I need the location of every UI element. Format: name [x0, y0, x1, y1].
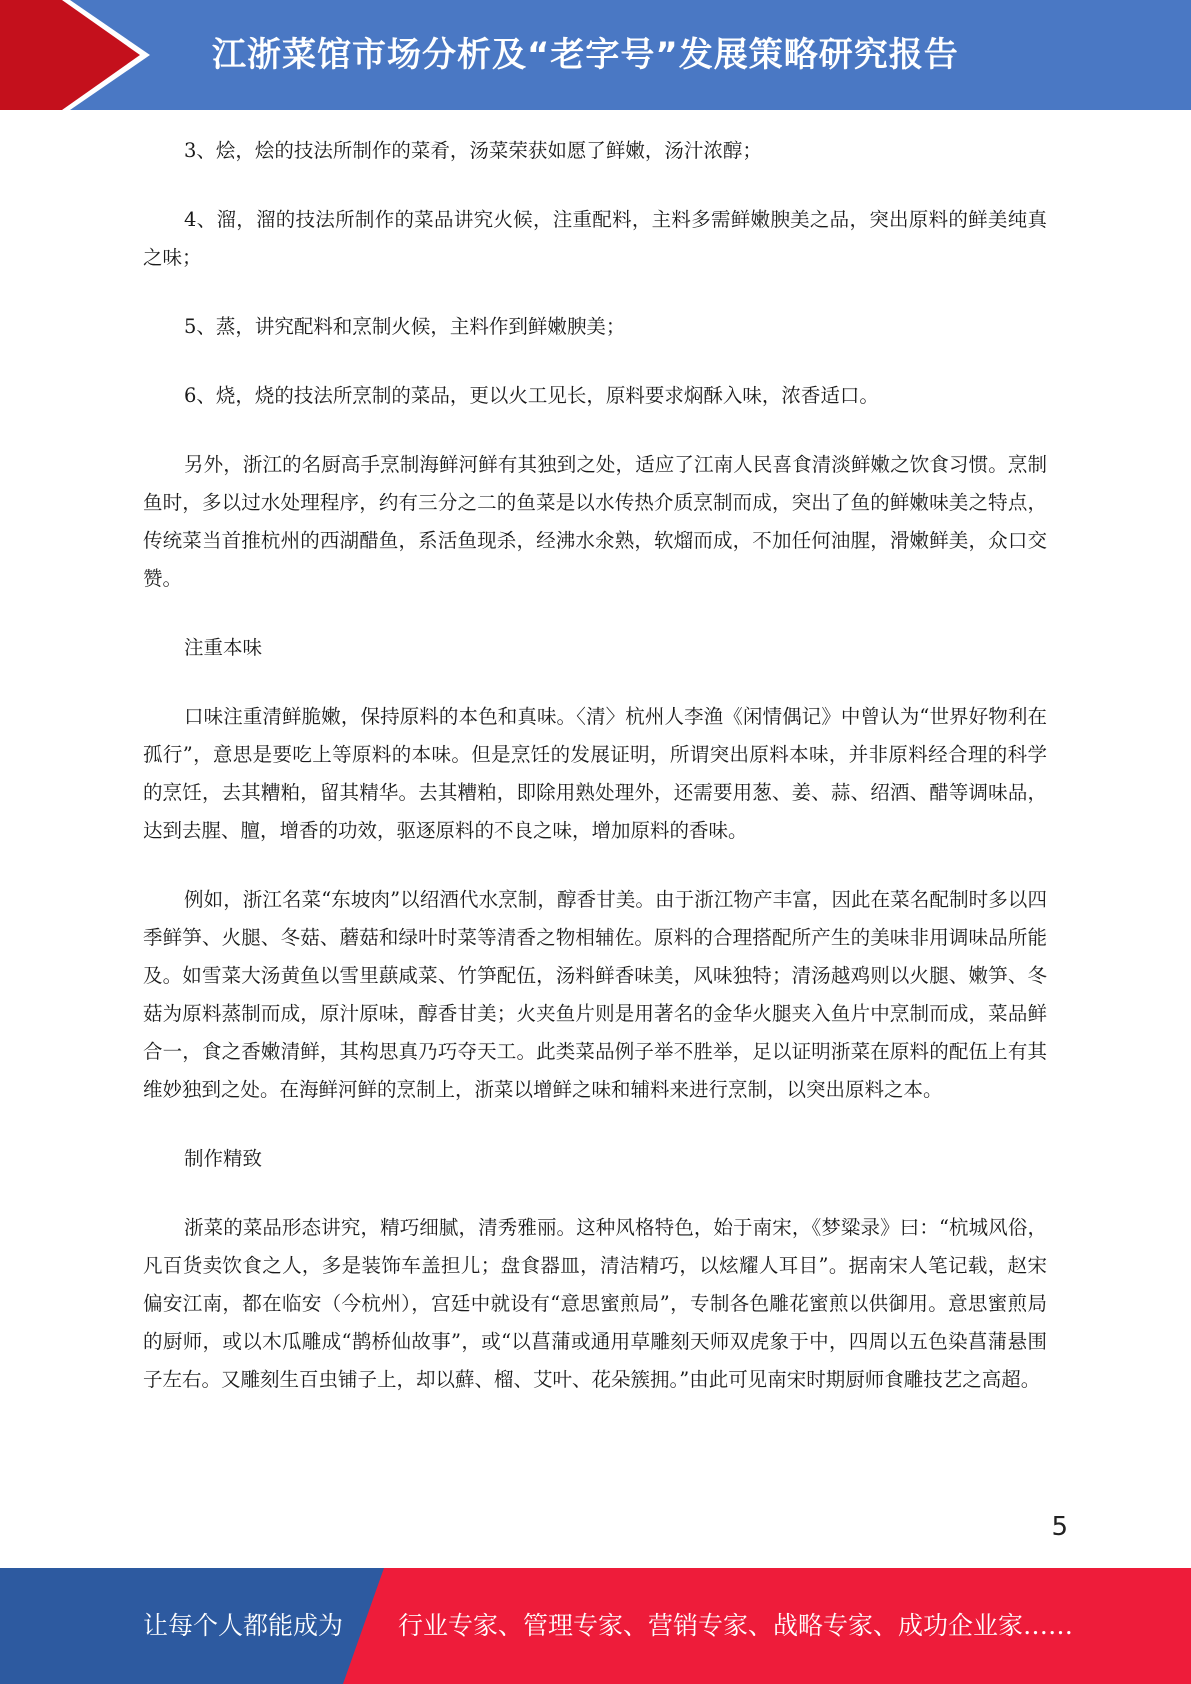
paragraph-original-flavor: 口味注重清鲜脆嫩，保持原料的本色和真味。〈清〉杭州人李渔《闲情偶记》中曾认为“世界好物利在孤行”，意思是要吃上等原料的本味。但是烹饪的发展证明，所谓突出原料本味，并非原料经合理的科学的烹饪，去其糟粕，留其精华。去其糟粕，即除用熟处理外，还需要用葱、姜、蒜、绍酒、醋等调味品，达到去腥、膻，增香的功效，驱逐原料的不良之味，增加原料的香味。	[143, 705, 1047, 842]
paragraph-steaming: 5、蒸，讲究配料和烹制火候，主料作到鲜嫩腴美；	[184, 315, 626, 338]
footer-slogan-right: 行业专家、管理专家、营销专家、战略专家、成功企业家……	[398, 1611, 1074, 1640]
section-heading-original-flavor: 注重本味	[184, 636, 263, 659]
header-banner	[0, 0, 1191, 110]
paragraph-stewing: 6、烧，烧的技法所烹制的菜品，更以火工见长，原料要求焖酥入味，浓香适口。	[184, 384, 879, 407]
paragraph-examples: 例如，浙江名菜“东坡肉”以绍酒代水烹制，醇香甘美。由于浙江物产丰富，因此在菜名配制时多以四季鲜笋、火腿、冬菇、蘑菇和绿叶时菜等清香之物相辅佐。原料的合理搭配所产生的美味非用调味品所能及。如雪菜大汤黄鱼以雪里蕻咸菜、竹笋配伍，汤料鲜香味美，风味独特；清汤越鸡则以火腿、嫩笋、冬菇为原料蒸制而成，原汁原味，醇香甘美；火夹鱼片则是用著名的金华火腿夹入鱼片中烹制而成，菜品鲜合一，食之香嫩清鲜，其构思真乃巧夺天工。此类菜品例子举不胜举，足以证明浙菜在原料的配伍上有其维妙独到之处。在海鲜河鲜的烹制上，浙菜以增鲜之味和辅料来进行烹制，以突出原料之本。	[143, 888, 1047, 1101]
section-heading-fine-craft: 制作精致	[184, 1147, 263, 1170]
footer-slogan-left: 让每个人都能成为	[143, 1611, 344, 1640]
report-title: 江浙菜馆市场分析及“老字号”发展策略研究报告	[212, 35, 959, 75]
paragraph-braising: 3、烩，烩的技法所制作的菜肴，汤菜荣获如愿了鲜嫩，汤汁浓醇；	[184, 139, 762, 162]
paragraph-fine-craft: 浙菜的菜品形态讲究，精巧细腻，清秀雅丽。这种风格特色，始于南宋，《梦粱录》曰：“杭城风俗，凡百货卖饮食之人，多是装饰车盖担儿；盘食器皿，清洁精巧，以炫耀人耳目”。据南宋人笔记载，赵宋偏安江南，都在临安（今杭州），宫廷中就设有“意思蜜煎局”，专制各色雕花蜜煎以供御用。意思蜜煎局的厨师，或以木瓜雕成“鹊桥仙故事”，或“以菖蒲或通用草雕刻天师双虎象于中，四周以五色染菖蒲悬围子左右。又雕刻生百虫铺子上，却以蘚、榴、艾叶、花朵簇拥。”由此可见南宋时期厨师食雕技艺之高超。	[143, 1216, 1047, 1391]
paragraph-seafood: 另外，浙江的名厨高手烹制海鲜河鲜有其独到之处，适应了江南人民喜食清淡鲜嫩之饮食习惯。烹制鱼时，多以过水处理程序，约有三分之二的鱼菜是以水传热介质烹制而成，突出了鱼的鲜嫩味美之特点，传统菜当首推杭州的西湖醋鱼，系活鱼现杀，经沸水氽熟，软熘而成，不加任何油腥，滑嫩鲜美，众口交赞。	[143, 453, 1047, 590]
paragraph-sauteing: 4、溜，溜的技法所制作的菜品讲究火候，注重配料，主料多需鲜嫩腴美之品，突出原料的鲜美纯真之味；	[143, 208, 1047, 269]
page-number: 5	[1051, 1512, 1068, 1542]
footer-banner	[0, 1568, 1191, 1684]
document-body	[143, 132, 1047, 1430]
header-arrow-shape	[0, 0, 150, 110]
